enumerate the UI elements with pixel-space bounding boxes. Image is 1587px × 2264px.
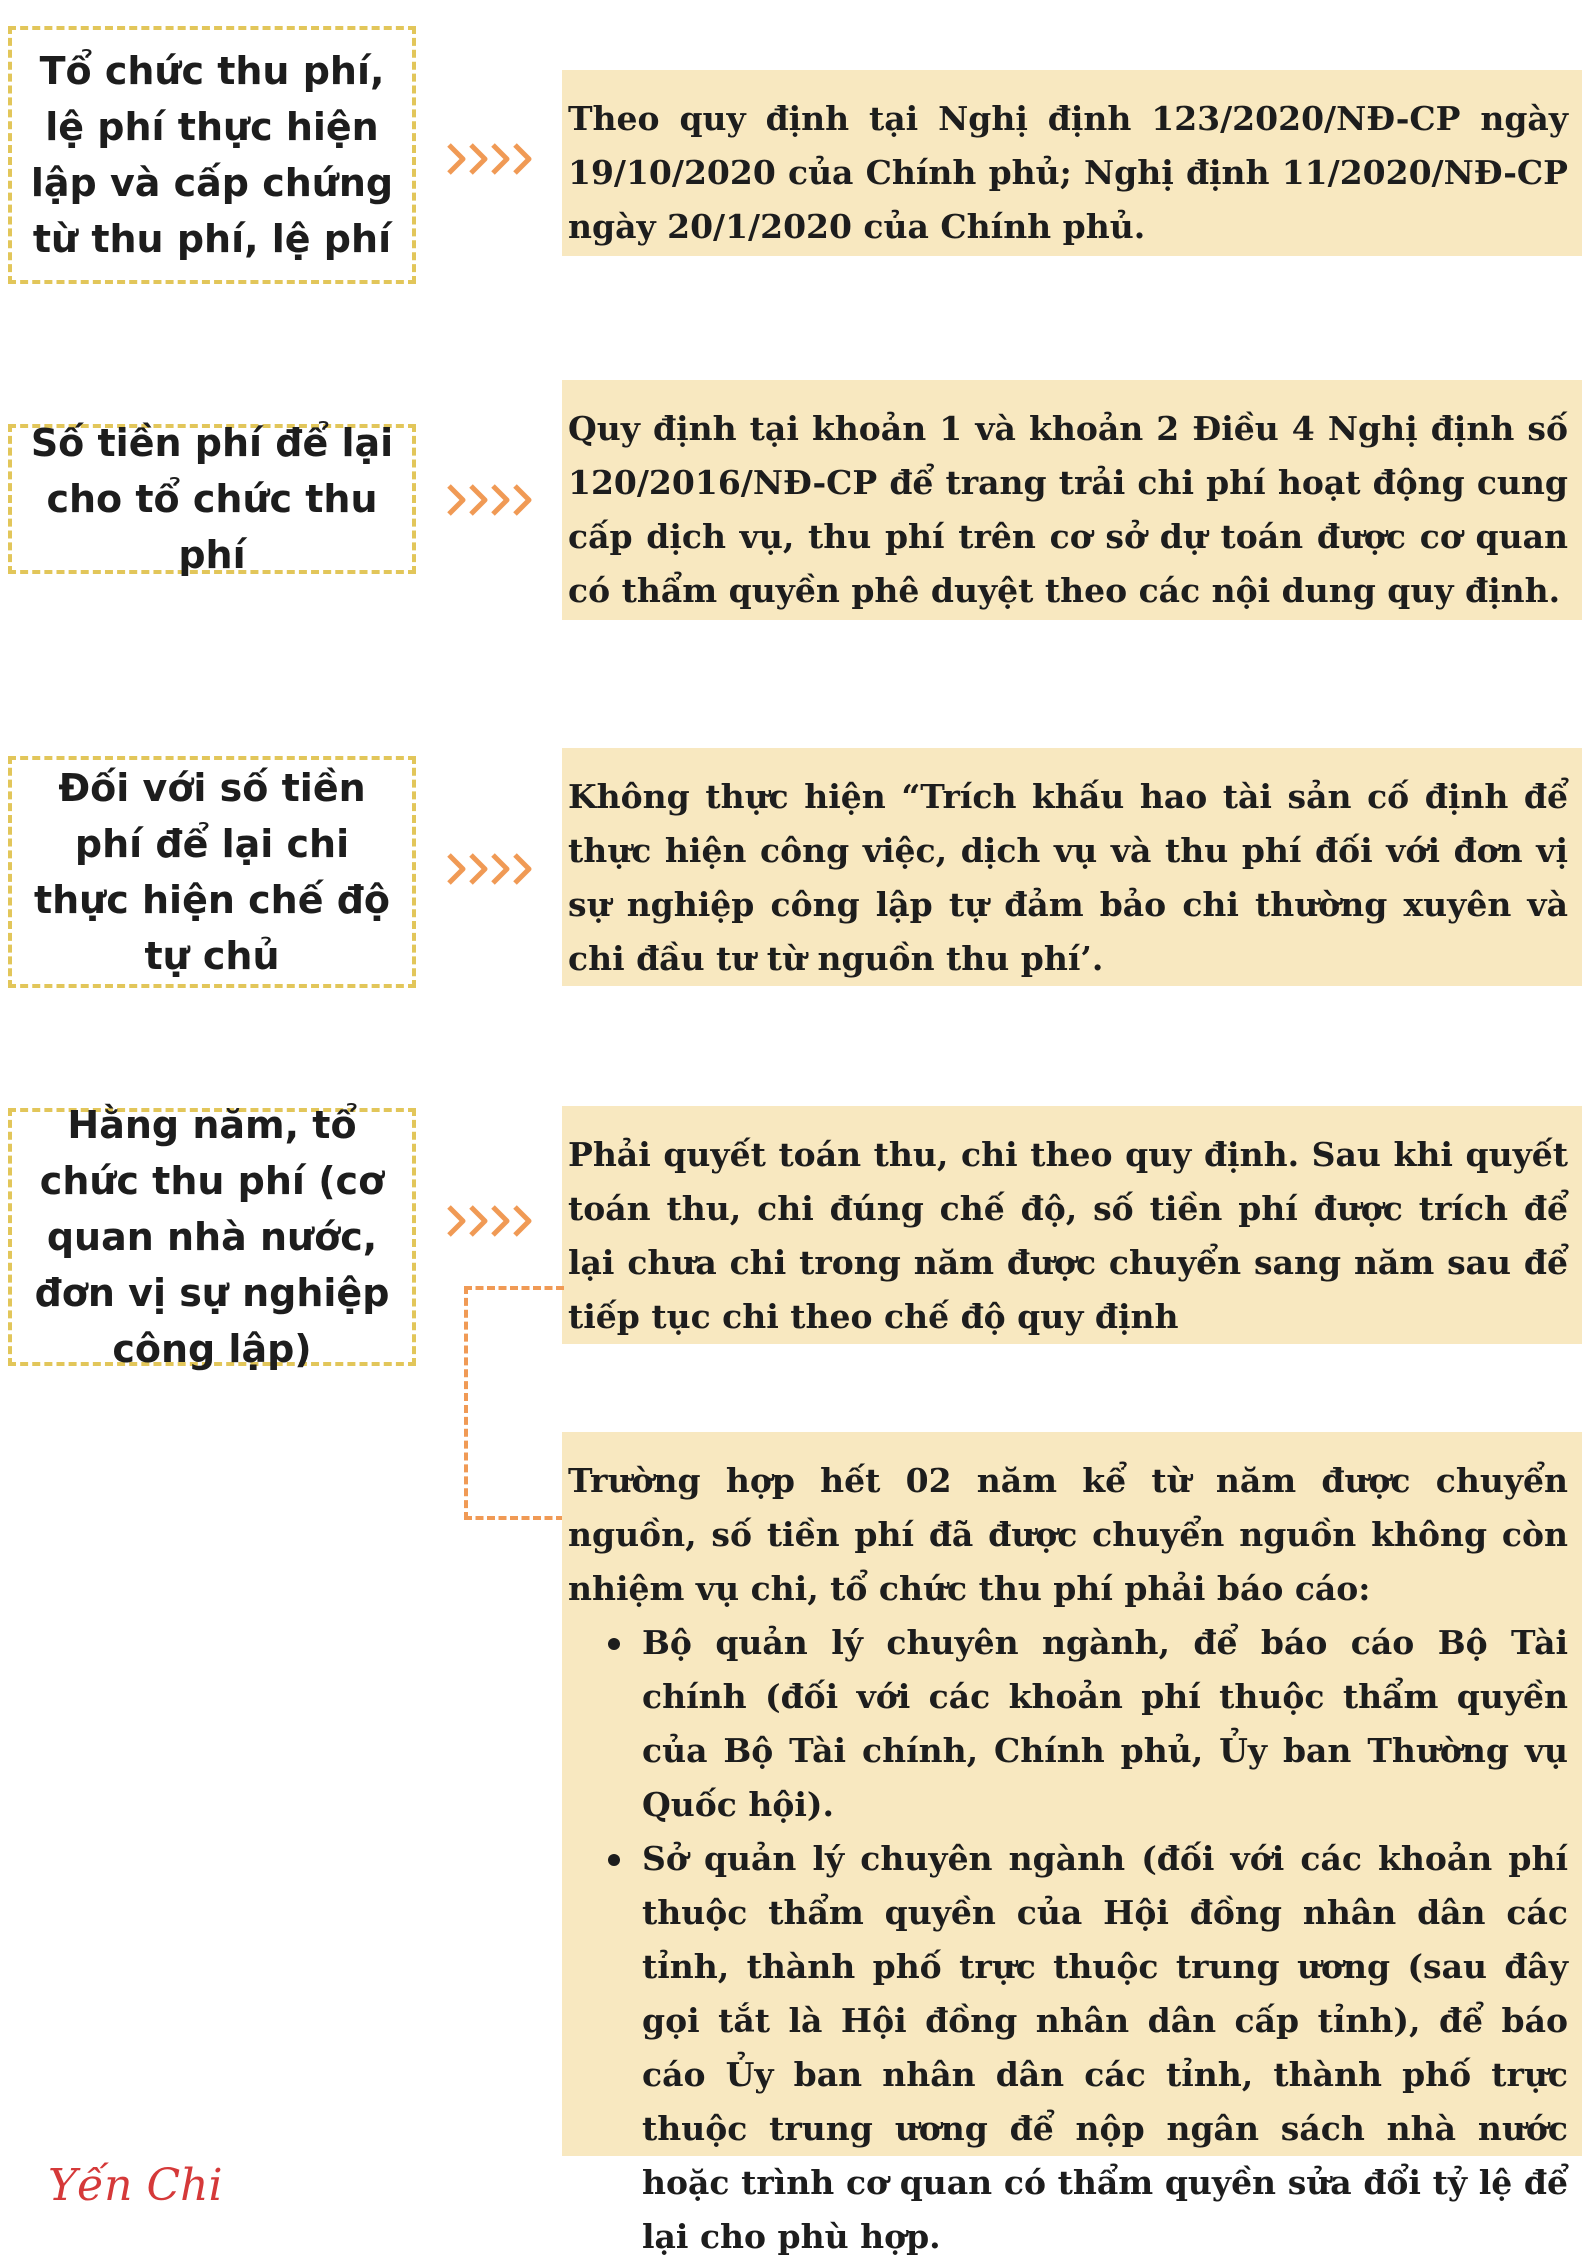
- row-label-1-text: Tổ chức thu phí, lệ phí thực hiện lập và cấp chứng từ thu phí, lệ phí: [30, 49, 394, 261]
- row-label-3: [8, 756, 416, 988]
- row-content-1: [562, 70, 1582, 256]
- row-content-3-text: Không thực hiện “Trích khấu hao tài sản cố định để thực hiện công việc, dịch vụ và thu phí đối với đơn vị sự nghiệp công lập tự đảm bảo chi thường xuyên và chi đầu tư từ nguồn thu phí’.: [568, 777, 1568, 978]
- row-label-4-text: Hằng năm, tổ chức thu phí (cơ quan nhà nước, đơn vị sự nghiệp công lập): [34, 1103, 390, 1371]
- row-content-3: [562, 748, 1582, 986]
- dashed-connector: [464, 1286, 564, 1520]
- chevron-arrows-icon: [445, 849, 540, 889]
- row-label-1: [8, 26, 416, 284]
- row-content-2: [562, 380, 1582, 620]
- followup-list: [568, 1616, 1568, 2264]
- followup-bullet-1: Bộ quản lý chuyên ngành, để báo cáo Bộ Tài chính (đối với các khoản phí thuộc thẩm quyền của Bộ Tài chính, Chính phủ, Ủy ban Thường vụ Quốc hội).: [642, 1616, 1568, 1832]
- followup-intro: Trường hợp hết 02 năm kể từ năm được chuyển nguồn, số tiền phí đã được chuyển nguồn không còn nhiệm vụ chi, tổ chức thu phí phải báo cáo:: [568, 1461, 1568, 1608]
- row-content-4: [562, 1106, 1582, 1344]
- row-label-4: [8, 1103, 416, 1371]
- chevron-arrows-icon: [445, 480, 540, 520]
- author-signature: Yến Chi: [48, 2160, 223, 2211]
- row-content-4-text: Phải quyết toán thu, chi theo quy định. Sau khi quyết toán thu, chi đúng chế độ, số tiền phí được trích để lại chưa chi trong năm được chuyển sang năm sau để tiếp tục chi theo chế độ quy định: [568, 1135, 1568, 1336]
- row-content-1-text: Theo quy định tại Nghị định 123/2020/NĐ-CP ngày 19/10/2020 của Chính phủ; Nghị định 11/2020/NĐ-CP ngày 20/1/2020 của Chính phủ.: [568, 99, 1568, 246]
- followup-content: [562, 1432, 1582, 2256]
- chevron-arrows-icon: [445, 139, 540, 179]
- row-label-2: [8, 421, 416, 577]
- row-content-2-text: Quy định tại khoản 1 và khoản 2 Điều 4 Nghị định số 120/2016/NĐ-CP để trang trải chi phí hoạt động cung cấp dịch vụ, thu phí trên cơ sở dự toán được cơ quan có thẩm quyền phê duyệt theo các nội dung quy định.: [568, 409, 1568, 610]
- row-label-2-text: Số tiền phí để lại cho tổ chức thu phí: [30, 421, 394, 577]
- row-label-3-text: Đối với số tiền phí để lại chi thực hiện chế độ tự chủ: [33, 766, 391, 978]
- followup-bullet-2: Sở quản lý chuyên ngành (đối với các khoản phí thuộc thẩm quyền của Hội đồng nhân dân các tỉnh, thành phố trực thuộc trung ương (sau đây gọi tắt là Hội đồng nhân dân cấp tỉnh), để báo cáo Ủy ban nhân dân các tỉnh, thành phố trực thuộc trung ương để nộp ngân sách nhà nước hoặc trình cơ quan có thẩm quyền sửa đổi tỷ lệ để lại cho phù hợp.: [642, 1832, 1568, 2264]
- chevron-arrows-icon: [445, 1201, 540, 1241]
